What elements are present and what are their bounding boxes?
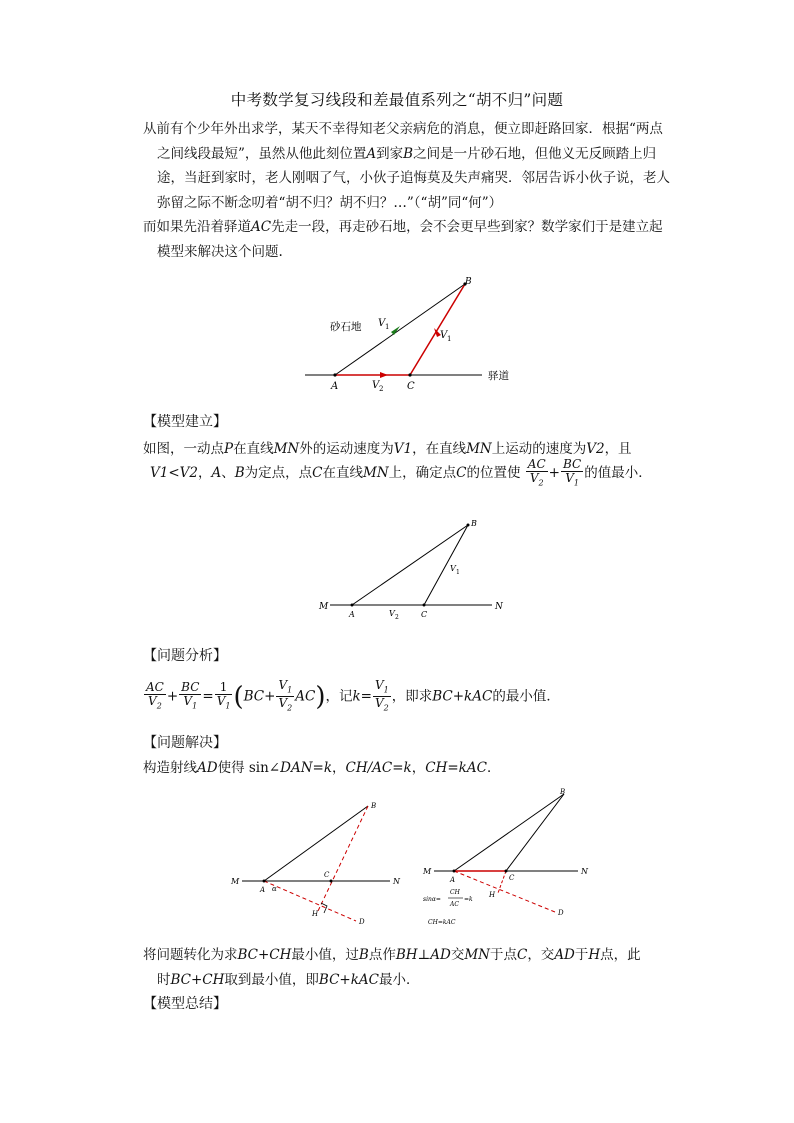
denominator-sub: 2: [538, 478, 544, 488]
label-b: B: [465, 277, 472, 287]
figure-4-diagram: [420, 784, 600, 934]
solution-text: ，: [411, 760, 426, 776]
denominator-v: V: [216, 694, 226, 709]
label-frac-den: AC: [450, 901, 459, 908]
expression-bc-kac: BC+kAC: [432, 688, 493, 705]
line-mn: MN: [466, 441, 492, 457]
label-c: C: [509, 874, 515, 882]
ray-ad: AD: [554, 947, 575, 963]
analysis-formula: [143, 679, 560, 715]
conclusion-text: 最小值，过: [291, 947, 359, 963]
intro-text: 先走一段，再走砂石地，会不会更早些到家？数学家们于是建立起: [271, 219, 663, 235]
segment-bc-line: [506, 794, 564, 871]
label-v1-sub: 1: [456, 569, 460, 576]
denominator-sub: 2: [383, 703, 389, 713]
denominator-v: V: [529, 471, 539, 485]
analysis-heading: 【问题分析】: [143, 648, 227, 664]
numerator-sub: 1: [287, 685, 293, 695]
label-frac-num: CH: [450, 889, 460, 896]
point-c-dot: [423, 604, 426, 607]
fraction-bc-v1: [179, 681, 201, 712]
label-chk: CH=kAC: [428, 919, 456, 926]
red-arrow-right-icon: [380, 372, 388, 378]
model-text: ，在直线: [412, 441, 467, 457]
expr-bc-kac: BC+kAC: [318, 971, 379, 988]
segment-bh: BH: [395, 947, 418, 963]
ray-ad: AD: [430, 947, 451, 963]
figure-3-diagram: [228, 796, 408, 931]
intro-text: 之间线段最短”，虽然从他此刻位置: [157, 145, 367, 162]
label-v2: V: [389, 609, 395, 618]
label-a: A: [260, 886, 266, 894]
intro-paragraph-1: [143, 117, 683, 215]
fraction-numerator: [276, 679, 294, 697]
fraction-k-def: [373, 679, 391, 715]
fraction-ac-v2: [144, 681, 166, 712]
label-v1-sand: V: [378, 318, 386, 329]
ray-ad: AD: [197, 760, 218, 776]
fraction-numerator: BC: [181, 680, 200, 695]
model-text: 在直线: [233, 441, 274, 457]
left-paren: (: [233, 681, 244, 712]
point-b: B: [358, 947, 369, 963]
summary-heading: 【模型总结】: [143, 996, 227, 1012]
conclusion-text: ，交: [527, 947, 555, 963]
line-mn: MN: [273, 441, 300, 457]
angle-expr: DAN=k: [280, 760, 333, 776]
segment-bh-line: [318, 806, 368, 911]
denominator-sub: 1: [225, 701, 231, 711]
model-text: ，: [198, 465, 212, 482]
solution-line: [143, 756, 500, 776]
model-text: ，且: [604, 441, 632, 457]
model-text: 上，确定点: [388, 465, 457, 482]
point-c: C: [312, 465, 323, 482]
label-road: 驿道: [488, 370, 509, 382]
label-v1: V: [450, 564, 456, 573]
segment-ch-line: [498, 871, 506, 893]
model-text: 上运动的速度为: [491, 441, 587, 457]
model-text: 在直线: [322, 465, 364, 482]
label-b: B: [471, 519, 477, 528]
label-m: M: [423, 867, 432, 876]
ch-expr: CH=kAC: [425, 760, 487, 776]
expr-bc-ch: BC+CH: [170, 971, 225, 988]
analysis-text: ，记: [325, 688, 353, 705]
label-m: M: [231, 877, 240, 886]
fraction-one-v1: [215, 681, 233, 712]
denominator-sub: 1: [192, 701, 198, 711]
equals-sign: =: [202, 688, 214, 705]
point-c: C: [516, 947, 528, 963]
analysis-text: 的最小值．: [492, 688, 560, 705]
fraction-numerator: [373, 679, 391, 697]
point-a-dot: [333, 373, 336, 376]
ratio-expr: CH/AC=k: [345, 760, 412, 776]
model-line-1: [143, 437, 632, 457]
denominator-sub: 2: [156, 701, 162, 711]
denominator-v: V: [374, 696, 384, 711]
segment-ab-line: [264, 806, 368, 881]
label-v1-cb: V: [440, 330, 448, 341]
label-sand: 砂石地: [330, 321, 362, 333]
label-eqk: =k: [464, 896, 473, 903]
equals-sign: =: [360, 688, 372, 705]
fraction-denominator: [215, 695, 233, 712]
segment-cb-line: [424, 525, 468, 605]
speed-relation: V1<V2: [150, 465, 198, 482]
model-text: 为定点，点: [244, 465, 313, 482]
point-c-dot: [330, 880, 333, 883]
numerator-sub: 1: [383, 685, 389, 695]
label-h: H: [312, 910, 319, 918]
label-v2-sub: 2: [395, 614, 399, 621]
numerator-v: V: [278, 678, 288, 692]
plus-sign: +: [166, 688, 179, 705]
label-d: D: [558, 909, 564, 917]
solution-heading: 【问题解决】: [143, 735, 227, 751]
label-v1-cb-sub: 1: [447, 335, 452, 343]
intro-text: 弥留之际不断念叨着“胡不归？胡不归？…”（“胡”同“何”）: [157, 194, 503, 211]
model-heading: 【模型建立】: [143, 414, 227, 430]
model-text: 的值最小．: [584, 465, 652, 482]
solution-text: 使得 sin∠: [217, 760, 281, 776]
fraction-denominator: [276, 697, 294, 714]
fraction-ac-v2: [526, 458, 548, 489]
denominator-v: V: [565, 471, 574, 485]
conclusion-text: 点，此: [600, 947, 641, 963]
conclusion-text: 于点: [489, 947, 517, 963]
point-p: P: [224, 441, 234, 457]
fraction-denominator: [526, 472, 548, 489]
term-ac: AC: [295, 688, 316, 705]
analysis-text: ，即求: [391, 688, 433, 705]
label-c: C: [324, 871, 330, 879]
point-a-dot: [263, 880, 266, 883]
line-mn: MN: [464, 947, 490, 963]
intro-text: 途，当赶到家时，老人刚咽了气，小伙子追悔莫及失声痛哭．邻居告诉小伙子说，老人: [157, 170, 670, 186]
point-a: A: [211, 465, 222, 482]
figure-1-diagram: [290, 270, 520, 400]
conclusion-text: 时: [157, 971, 171, 988]
segment-ac: AC: [251, 219, 272, 235]
fraction-denominator: [179, 695, 201, 712]
point-b: B: [234, 465, 245, 482]
solution-text: ，: [332, 760, 346, 776]
fraction-denominator: [561, 472, 583, 489]
label-n: N: [495, 602, 503, 612]
right-paren: ): [315, 681, 326, 712]
label-b: B: [371, 802, 377, 810]
intro-text: 之间是一片砂石地，但他义无反顾踏上归: [413, 145, 657, 162]
ray-ad-line: [454, 871, 555, 912]
figure-2-diagram: [316, 518, 516, 623]
fraction-denominator: [144, 695, 166, 712]
fraction-numerator: AC: [527, 457, 546, 471]
denominator-v: V: [278, 696, 288, 711]
model-text: 、: [221, 465, 235, 482]
term-bc: BC: [243, 688, 265, 705]
label-v2-sub: 2: [379, 385, 384, 393]
point-a: A: [366, 145, 377, 162]
ray-ad-line: [264, 881, 356, 921]
conclusion-text: 取到最小值，即: [224, 971, 319, 988]
fraction-numerator: 1: [215, 681, 233, 695]
label-alpha: α: [272, 885, 277, 893]
right-angle-mark: [321, 903, 327, 913]
solution-text: 构造射线: [143, 760, 197, 776]
label-v1-sand-sub: 1: [385, 323, 390, 331]
segment-ab-line: [454, 794, 564, 871]
label-a: A: [450, 876, 456, 884]
intro-text: 模型来解决这个问题.: [157, 243, 283, 260]
denominator-v: V: [183, 694, 193, 709]
label-a: A: [349, 610, 355, 619]
point-h: H: [588, 947, 601, 963]
numerator-v: V: [374, 678, 384, 692]
label-n: N: [393, 877, 400, 886]
label-sin: sinα=: [423, 896, 441, 903]
point-b-dot: [467, 524, 470, 527]
variable-k: k: [352, 688, 361, 705]
denominator-v: V: [148, 694, 157, 709]
point-a-dot: [351, 604, 354, 607]
label-h: H: [489, 891, 496, 899]
model-text: 外的运动速度为: [299, 441, 394, 457]
denominator-sub: 1: [573, 478, 579, 488]
label-c: C: [407, 381, 415, 392]
point-c-dot: [505, 870, 508, 873]
model-line-2: [150, 458, 652, 489]
label-b: B: [560, 788, 566, 796]
label-c: C: [421, 610, 428, 619]
fraction-numerator: BC: [562, 457, 582, 471]
solution-text: ．: [486, 760, 501, 776]
page-title: 中考数学复习线段和差最值系列之“胡不归”问题: [230, 91, 564, 109]
intro-text: 而如果先沿着驿道: [143, 219, 251, 235]
speed-v1: V1: [393, 441, 413, 457]
point-c: C: [456, 465, 467, 482]
conclusion-text: 交: [450, 947, 465, 963]
conclusion-text: 将问题转化为求: [143, 947, 238, 963]
model-text: 的位置使: [466, 465, 521, 482]
denominator-sub: 2: [287, 703, 293, 713]
segment-cb-line: [410, 284, 465, 375]
intro-text: 从前有个少年外出求学，某天不幸得知老父亲病危的消息，便立即赶路回家．根据“两点: [143, 121, 663, 137]
point-c-dot: [408, 373, 411, 376]
model-text: 如图，一动点: [143, 441, 224, 457]
label-d: D: [359, 918, 365, 926]
fraction-denominator: [373, 697, 391, 714]
conclusion-text: 点作: [368, 947, 396, 963]
fraction-bc-v1: [561, 458, 583, 489]
conclusion-text: 于: [574, 947, 589, 963]
intro-text: 到家: [376, 145, 404, 162]
label-m: M: [319, 602, 329, 612]
plus-sign: +: [264, 688, 276, 705]
conclusion-text: 最小．: [379, 971, 420, 988]
speed-v2: V2: [586, 441, 605, 457]
label-v2: V: [372, 380, 380, 391]
fraction-v1-v2: [276, 679, 294, 715]
expr-bc-ch: BC+CH: [237, 947, 292, 963]
intro-paragraph-2: [143, 215, 683, 264]
point-a-dot: [453, 870, 456, 873]
conclusion-paragraph: [143, 943, 683, 992]
fraction-numerator: AC: [146, 680, 164, 695]
plus-sign: +: [548, 465, 560, 482]
perp-symbol: ⊥: [417, 947, 431, 963]
label-a: A: [331, 381, 339, 392]
label-n: N: [581, 867, 588, 876]
line-mn: MN: [363, 465, 389, 482]
point-b: B: [403, 145, 414, 162]
